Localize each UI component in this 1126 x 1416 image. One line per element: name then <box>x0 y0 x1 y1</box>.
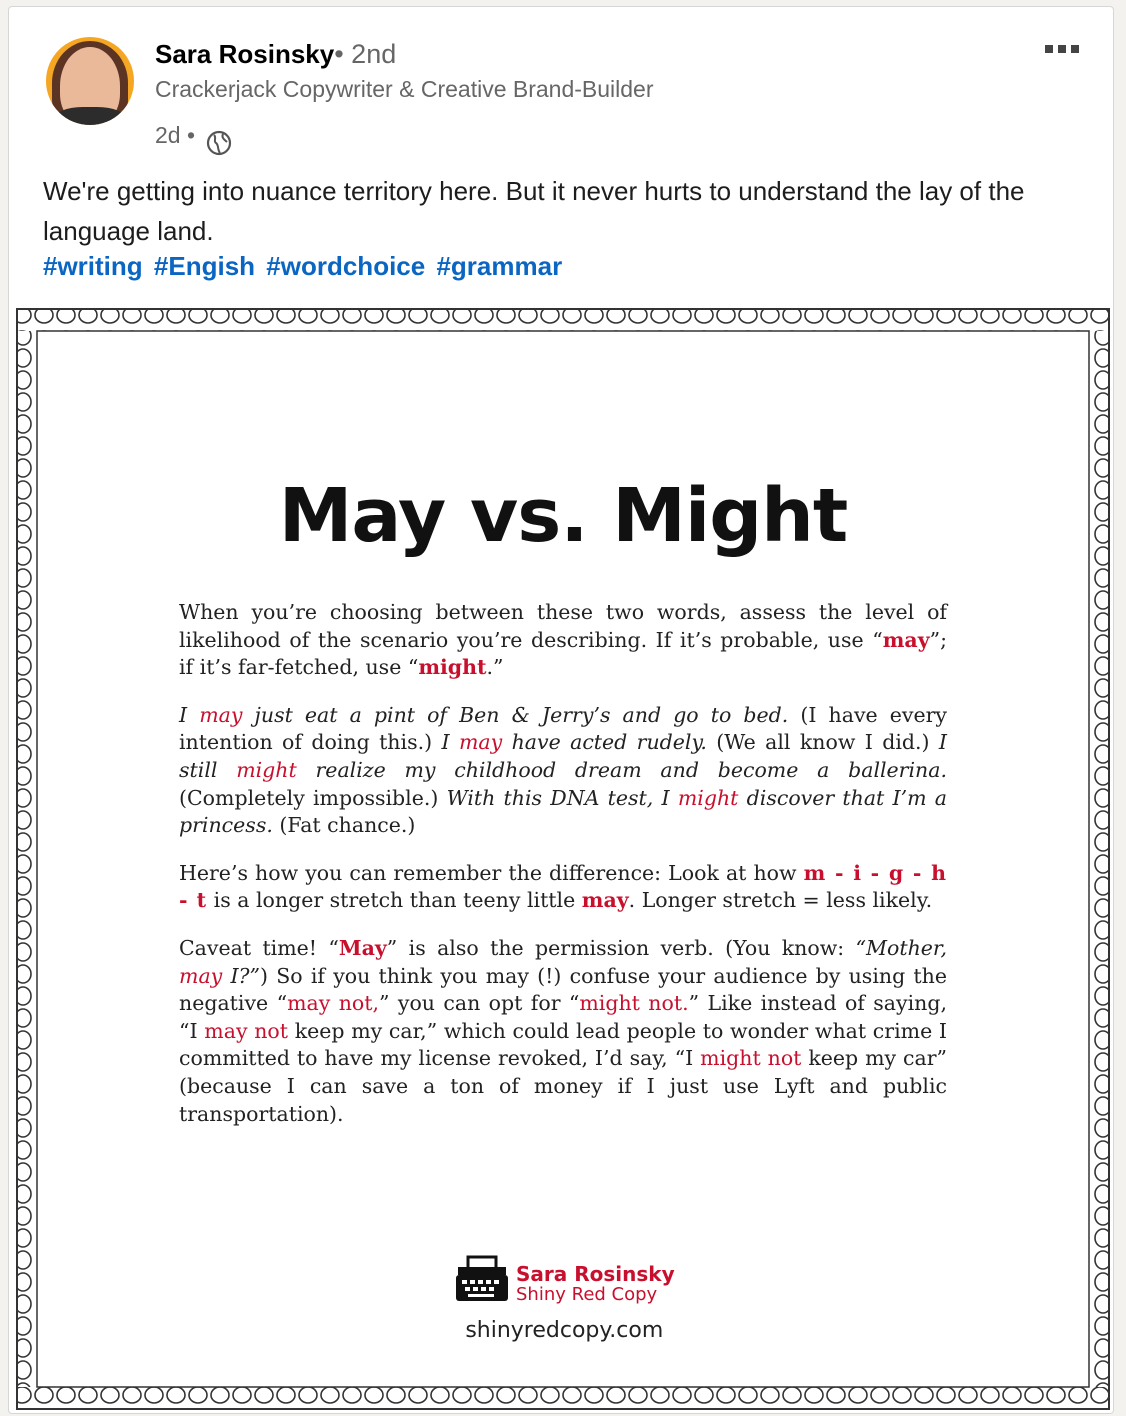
text-span: ) So if you think you may (!) confuse your audience by using the negative “ <box>179 963 947 1016</box>
text-span: just eat a pint of Ben & Jerry’s and go to bed. <box>242 702 789 727</box>
brand-row <box>454 1253 675 1314</box>
hashtag-link[interactable]: #Engish <box>153 251 256 281</box>
text-span: ”; if it’s far-fetched, use “ <box>179 627 947 680</box>
highlight-may-not: may not <box>204 1018 289 1043</box>
text-span: keep my car,” which could lead people to wonder what crime I committed to have my license revoked, I’d say, “I <box>179 1018 947 1071</box>
hashtag-link[interactable]: #grammar <box>436 251 563 281</box>
brand-tagline: Shiny Red Copy <box>516 1283 658 1305</box>
text-span: I <box>441 730 459 755</box>
menu-dot <box>1045 45 1053 53</box>
paragraph-mnemonic <box>179 860 947 915</box>
text-span: .” <box>486 655 504 680</box>
highlight-may: May <box>338 935 387 960</box>
author-avatar[interactable] <box>46 37 134 125</box>
connection-degree: • 2nd <box>334 39 397 69</box>
text-span: I?” <box>222 963 261 988</box>
text-span: (I have every intention of doing this.) <box>179 702 947 755</box>
text-span: ” is also the permission verb. (You know: <box>386 935 856 960</box>
typewriter-icon <box>454 1253 510 1314</box>
hashtag-list <box>43 251 566 282</box>
hashtag-link[interactable]: #wordchoice <box>266 251 426 281</box>
more-horizontal-icon[interactable] <box>1045 45 1079 53</box>
text-span: (Completely impossible.) <box>179 785 447 810</box>
highlight-may: may <box>458 730 503 755</box>
highlight-might-not: might not <box>700 1046 802 1071</box>
avatar-shirt <box>54 107 126 125</box>
post-image[interactable] <box>11 303 1114 1414</box>
author-name-link[interactable] <box>155 39 396 70</box>
menu-dot <box>1058 45 1066 53</box>
brand-text <box>516 1263 675 1305</box>
text-span: (Fat chance.) <box>272 813 416 838</box>
highlight-may: may <box>581 888 629 913</box>
paragraph-definition <box>179 599 947 682</box>
infographic-title: May vs. Might <box>278 473 848 559</box>
brand-url: shinyredcopy.com <box>465 1318 664 1343</box>
feed-post-card <box>8 6 1114 1414</box>
text-span: I still <box>179 730 948 782</box>
post-meta <box>155 107 233 163</box>
text-span: Caveat time! “ <box>179 935 339 960</box>
text-span: With this DNA test, I <box>446 785 678 810</box>
text-span: ” Like instead of saying, “I <box>179 991 948 1043</box>
post-commentary: We're getting into nuance territory here. But it never hurts to understand the lay of the language land. <box>43 176 1025 246</box>
author-name[interactable]: Sara Rosinsky <box>155 39 335 69</box>
text-span: (We all know I did.) <box>706 730 939 755</box>
highlight-might: might <box>236 757 297 782</box>
text-span: ” you can opt for “ <box>379 991 580 1016</box>
menu-dot <box>1071 45 1079 53</box>
highlight-spelled-might: m - i - g - h - t <box>179 860 947 913</box>
highlight-may: may <box>199 702 243 727</box>
text-span: discover that I’m a princess. <box>179 785 948 838</box>
text-span: keep my car” (because I can save a ton of money if I just use Lyft and public transportation). <box>179 1046 947 1126</box>
highlight-might-not: might not. <box>579 991 689 1016</box>
infographic-body <box>179 599 947 1148</box>
text-span: I <box>179 702 200 727</box>
brand-name: Sara Rosinsky <box>516 1261 675 1286</box>
text-span: is a longer stretch than teeny little <box>207 888 582 913</box>
text-span: “Mother, <box>855 935 947 960</box>
paragraph-caveat <box>179 935 947 1128</box>
text-span: have acted rudely. <box>502 730 707 755</box>
text-span: . Longer stretch = less likely. <box>628 888 933 913</box>
text-span: When you’re choosing between these two words, assess the level of likelihood of the scenario you’re describing. If it’s probable, use “ <box>179 600 947 652</box>
highlight-might: might <box>418 655 487 680</box>
text-span: realize my childhood dream and become a ballerina. <box>296 757 947 782</box>
highlight-may: may <box>179 963 223 988</box>
paragraph-examples <box>179 702 947 840</box>
author-headline: Crackerjack Copywriter & Creative Brand-Builder <box>155 76 654 102</box>
post-time: 2d • <box>155 121 196 148</box>
brand-logo <box>454 1253 675 1343</box>
text-span: Here’s how you can remember the difference: Look at how <box>179 860 804 885</box>
highlight-might: might <box>677 785 739 810</box>
highlight-may-not: may not, <box>287 991 379 1016</box>
hashtag-link[interactable]: #writing <box>43 251 143 281</box>
globe-icon <box>205 129 233 163</box>
highlight-may: may <box>882 627 930 652</box>
